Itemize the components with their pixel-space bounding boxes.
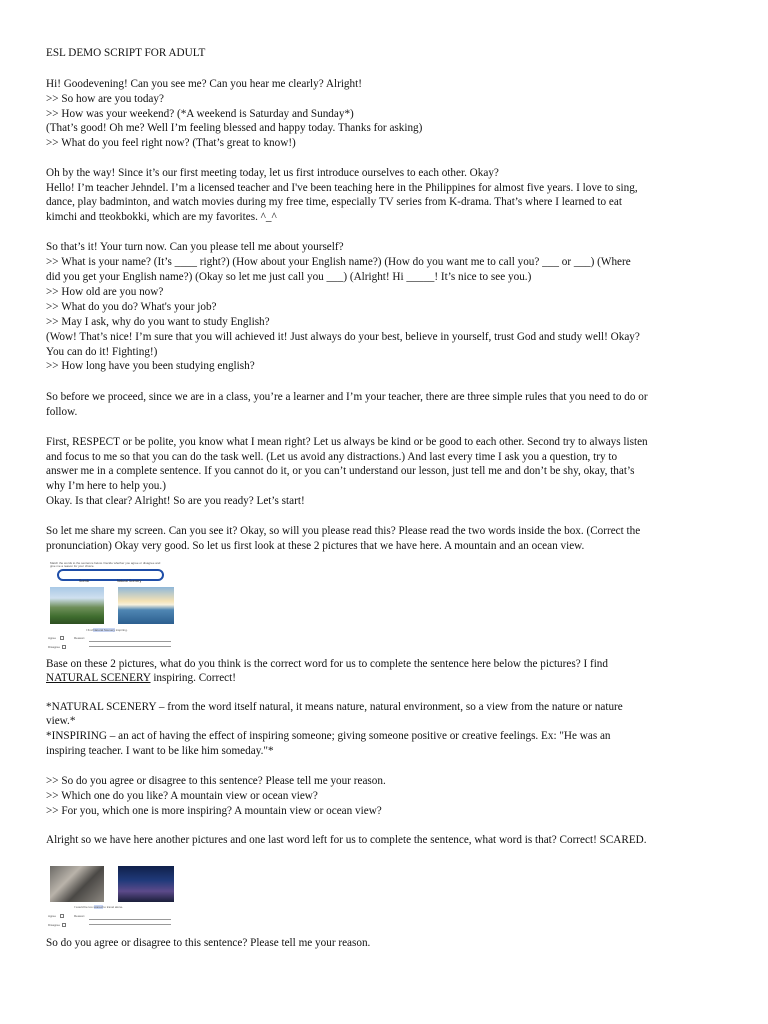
text-line: why I’m here to help you.) [46, 480, 166, 492]
text-line: follow. [46, 406, 78, 418]
word-box [57, 569, 164, 581]
text-line: First, RESPECT or be polite, you know what I mean right? Let us always be kind or be good to each other. Second try to always listen [46, 436, 648, 448]
text-line: Oh by the way! Since it’s our first meeting today, let us first introduce ourselves to each other. Okay? [46, 167, 499, 179]
text-line: inspiring teacher. I want to be like him someday."* [46, 745, 274, 757]
mountain-view-photo [50, 587, 104, 624]
agree-checkbox[interactable] [60, 636, 64, 640]
word-option: Natural Scenery [117, 579, 142, 583]
text-line: >> May I ask, why do you want to study English? [46, 316, 270, 328]
reason-line [89, 924, 171, 925]
worksheet-sentence: I would be too scared to travel alone. [74, 905, 124, 909]
text-line: kimchi and tteokbokki, which are my favorites. ^_^ [46, 211, 277, 223]
text-line: Hi! Goodevening! Can you see me? Can you hear me clearly? Alright! [46, 78, 362, 90]
reason-label: Reason: [74, 914, 86, 918]
text-line: So before we proceed, since we are in a class, you’re a learner and I’m your teacher, there are three simple rules that you need to do or [46, 391, 648, 403]
text-line: >> Which one do you like? A mountain view or ocean view? [46, 790, 318, 802]
text-line: Hello! I’m teacher Jehndel. I’m a licensed teacher and I've been teaching here in the Philippines for almost five years. I love to sing, [46, 182, 638, 194]
underlined-answer: NATURAL SCENERY [46, 672, 151, 684]
text-line: answer me in a complete sentence. If you cannot do it, or you can’t understand our lesson, just tell me and don’t be shy, okay, that’s [46, 465, 635, 477]
text-line: *INSPIRING – an act of having the effect of inspiring someone; giving someone positive or creative feelings. Ex: "He was an [46, 730, 611, 742]
text-line: >> What is your name? (It’s ____ right?) (How about your English name?) (How do you want me to call you? ___ or ___) (Where [46, 256, 631, 268]
worksheet-sentence: I find Natural Scenery inspiring. [86, 628, 128, 632]
text-line: >> How long have you been studying english? [46, 360, 255, 372]
text-line: did you get your English name?) (Okay so let me just call you ___) (Alright! Hi _____! It’s nice to see you.) [46, 271, 532, 283]
text-line: (Wow! That’s nice! I’m sure that you will achieved it! Just always do your best, believe in yourself, trust God and study well! Okay? [46, 331, 640, 343]
crowd-photo [50, 866, 104, 902]
agree-checkbox[interactable] [60, 914, 64, 918]
text-line: >> What do you do? What's your job? [46, 301, 217, 313]
word-option: Scenic [79, 579, 90, 583]
text-line: pronunciation) Okay very good. So let us first look at these 2 pictures that we have here. A mountain and an ocean view. [46, 540, 585, 552]
text-line: >> How was your weekend? (*A weekend is Saturday and Sunday*) [46, 108, 354, 120]
text-line: Base on these 2 pictures, what do you think is the correct word for us to complete the sentence here below the pictures? I find [46, 658, 608, 670]
disagree-label: Disagree [48, 923, 61, 927]
ocean-view-photo [118, 587, 174, 624]
night-city-photo [118, 866, 174, 902]
worksheet-image-scenery [44, 561, 176, 653]
text-line: >> So do you agree or disagree to this sentence? Please tell me your reason. [46, 775, 386, 787]
text-line: So that’s it! Your turn now. Can you please tell me about yourself? [46, 241, 344, 253]
reason-line [89, 646, 171, 647]
answer-suffix: inspiring. Correct! [150, 672, 236, 684]
text-line: and focus to me so that you can do the task well. (Let us avoid any distractions.) And last every time I ask you a question, try to [46, 451, 618, 463]
text-line: >> How old are you now? [46, 286, 164, 298]
text-line: dance, play badminton, and watch movies during my free time, especially TV series from K-drama. That’s where I learned to eat [46, 196, 622, 208]
text-line: >> For you, which one is more inspiring? A mountain view or ocean view? [46, 805, 382, 817]
document-title: ESL DEMO SCRIPT FOR ADULT [46, 47, 206, 59]
text-line: Alright so we have here another pictures and one last word left for us to complete the sentence, what word is that? Correct! SCARED. [46, 834, 647, 846]
text-line: >> So how are you today? [46, 93, 164, 105]
text-line: *NATURAL SCENERY – from the word itself natural, it means nature, natural environment, so a view from the nature or nature [46, 701, 623, 713]
text-line-answer [46, 671, 236, 686]
worksheet-instruction: give me a reason for your choice. [50, 564, 95, 568]
text-line: You can do it! Fighting!) [46, 346, 158, 358]
agree-label: Agree [48, 636, 57, 640]
worksheet-instruction: Match the words to the sentence below. Decide whether you agree or disagree and [50, 561, 161, 565]
reason-line [89, 641, 171, 642]
reason-line [89, 919, 171, 920]
text-line: view.* [46, 715, 76, 727]
disagree-checkbox[interactable] [62, 645, 66, 649]
disagree-checkbox[interactable] [62, 923, 66, 927]
worksheet-image-scared [44, 864, 176, 934]
text-line: So let me share my screen. Can you see it? Okay, so will you please read this? Please read the two words inside the box. (Correct the [46, 525, 641, 537]
disagree-label: Disagree [48, 645, 61, 649]
text-line: (That’s good! Oh me? Well I’m feeling blessed and happy today. Thanks for asking) [46, 122, 423, 134]
text-line: Okay. Is that clear? Alright! So are you ready? Let’s start! [46, 495, 305, 507]
text-line: >> What do you feel right now? (That’s great to know!) [46, 137, 296, 149]
reason-label: Reason: [74, 636, 86, 640]
text-line: So do you agree or disagree to this sentence? Please tell me your reason. [46, 937, 371, 949]
agree-label: Agree [48, 914, 57, 918]
